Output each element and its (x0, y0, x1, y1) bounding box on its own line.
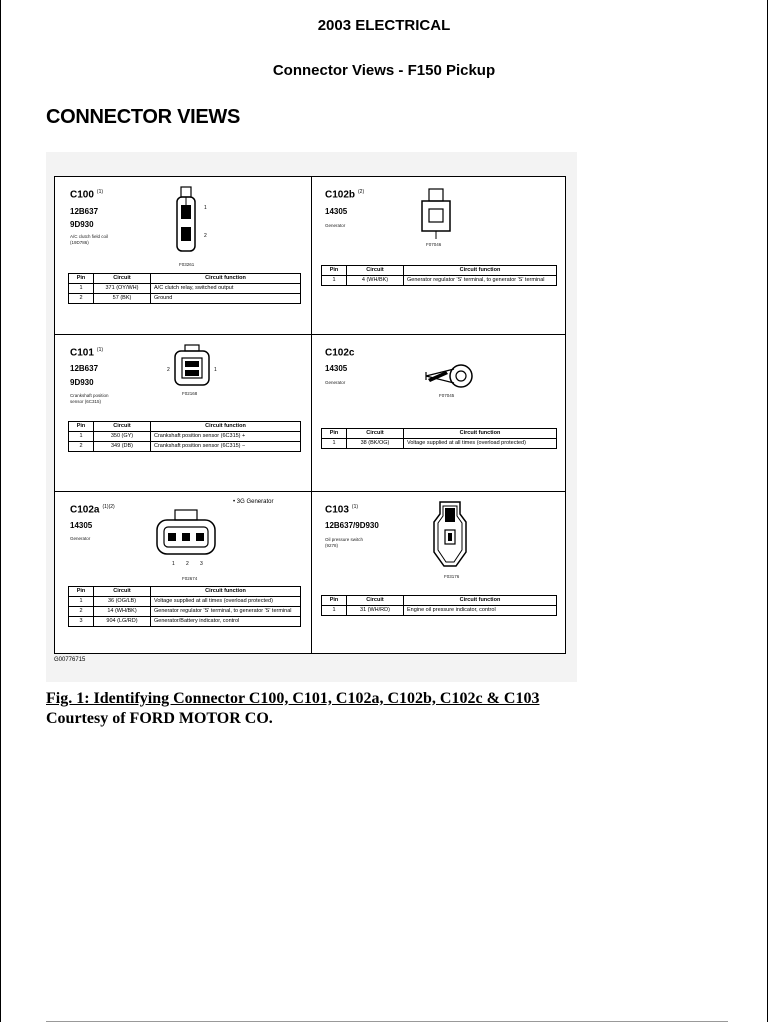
part-number: 14305 (70, 521, 93, 530)
pin-label: 2 (204, 233, 207, 239)
component-desc: Crankshaft position (70, 393, 109, 398)
component-desc: A/C clutch field coil (70, 234, 109, 239)
connector-id: C102b $^{(2)}$ (325, 189, 365, 201)
circuit-header: Circuit (94, 274, 151, 284)
connector-c102a-cell (55, 492, 311, 649)
pin-table (68, 421, 301, 452)
figure-code: F07046 (426, 242, 442, 247)
function-header: Circuit function (404, 266, 557, 276)
figure-code: F03176 (444, 574, 460, 579)
connector-c102b-cell (312, 177, 568, 334)
function-header: Circuit function (151, 274, 301, 284)
component-desc: Generator (325, 380, 346, 385)
pin-label: 1 (214, 367, 217, 373)
part-number: 12B637 (70, 364, 99, 373)
pin-label: 2 (186, 561, 189, 567)
figure-code: F03261 (179, 262, 195, 267)
pin-label: 1 (172, 561, 175, 567)
table-row: 2 14 (WH/BK) Generator regulator 'S' terminal, to generator 'S' terminal (69, 607, 301, 617)
component-desc: sensor (6C315) (70, 399, 102, 404)
pin-header: Pin (69, 274, 94, 284)
connector-grid (54, 176, 566, 654)
part-number: 9D930 (70, 378, 94, 387)
connector-c100-cell (55, 177, 311, 334)
pin-header: Pin (69, 422, 94, 432)
part-number: 14305 (325, 207, 348, 216)
generator-note: • 3G Generator (233, 499, 274, 505)
component-desc: (19D786) (70, 240, 89, 245)
component-desc: (9278) (325, 543, 339, 548)
pin-header: Pin (322, 596, 347, 606)
circuit-header: Circuit (94, 422, 151, 432)
connector-c103-drawing (432, 500, 468, 570)
header-section-title: 2003 ELECTRICAL (317, 17, 451, 34)
figure-caption (46, 690, 539, 728)
connector-id: C102c (325, 347, 355, 359)
function-header: Circuit function (151, 587, 301, 597)
table-row: 1 31 (WH/RD) Engine oil pressure indicator, control (322, 606, 557, 616)
part-number: 9D930 (70, 220, 94, 229)
connector-c102c-cell (312, 335, 568, 492)
connector-c102c-drawing (424, 362, 474, 390)
header-page-title: Connector Views - F150 Pickup (272, 62, 496, 79)
connector-id: C100 $^{(1)}$ (70, 189, 104, 201)
connector-c103-cell (312, 492, 568, 649)
pin-header: Pin (322, 429, 347, 439)
component-desc: Generator (325, 223, 346, 228)
part-number: 12B637/9D930 (325, 521, 379, 530)
caption-title: Fig. 1: Identifying Connector C100, C101, C102a, C102b, C102c & C103 (46, 690, 540, 707)
pin-label: 1 (204, 205, 207, 211)
connector-c101-drawing (173, 345, 211, 389)
circuit-header: Circuit (347, 429, 404, 439)
connector-figure (46, 152, 577, 682)
circuit-header: Circuit (347, 266, 404, 276)
component-desc: Oil pressure switch (325, 537, 364, 542)
component-desc: Generator (70, 536, 91, 541)
pin-table (321, 428, 557, 449)
part-number: 12B637 (70, 207, 99, 216)
connector-id: C101 $^{(1)}$ (70, 347, 104, 359)
function-header: Circuit function (404, 596, 557, 606)
table-row: 2 349 (DB) Crankshaft position sensor (6C315) − (69, 442, 301, 452)
pin-table (321, 595, 557, 616)
pin-table (321, 265, 557, 286)
figure-code: F07045 (439, 393, 455, 398)
table-row: 2 57 (BK) Ground (69, 294, 301, 304)
pin-table (68, 586, 301, 627)
caption-courtesy: Courtesy of FORD MOTOR CO. (46, 710, 273, 727)
graphic-code: G00776715 (54, 657, 86, 663)
function-header: Circuit function (404, 429, 557, 439)
section-heading: CONNECTOR VIEWS (46, 106, 241, 128)
connector-id: C102a $^{(1)(2)}$ (70, 504, 115, 516)
connector-c100-drawing (172, 187, 202, 255)
function-header: Circuit function (151, 422, 301, 432)
circuit-header: Circuit (94, 587, 151, 597)
connector-c102b-drawing (418, 189, 454, 241)
connector-id: C103 $^{(1)}$ (325, 504, 359, 516)
pin-header: Pin (322, 266, 347, 276)
table-row: 1 4 (WH/BK) Generator regulator 'S' terminal, to generator 'S' terminal (322, 276, 557, 286)
part-number: 14305 (325, 364, 348, 373)
pin-table (68, 273, 301, 304)
footer-divider (46, 1021, 728, 1022)
circuit-header: Circuit (347, 596, 404, 606)
pin-label: 3 (200, 561, 203, 567)
table-row: 1 371 (OY/WH) A/C clutch relay, switched output (69, 284, 301, 294)
pin-header: Pin (69, 587, 94, 597)
pin-label: 2 (167, 367, 170, 373)
connector-c101-cell (55, 335, 311, 492)
connector-c102a-drawing (155, 510, 217, 558)
table-row: 1 36 (OG/LB) Voltage supplied at all times (overload protected) (69, 597, 301, 607)
table-row: 3 904 (LG/RD) Generator/Battery indicator, control (69, 617, 301, 627)
table-row: 1 350 (GY) Crankshaft position sensor (6C315) + (69, 432, 301, 442)
table-row: 1 38 (BK/OG) Voltage supplied at all times (overload protected) (322, 439, 557, 449)
figure-code: F02168 (182, 391, 198, 396)
figure-code: F02674 (182, 576, 198, 581)
